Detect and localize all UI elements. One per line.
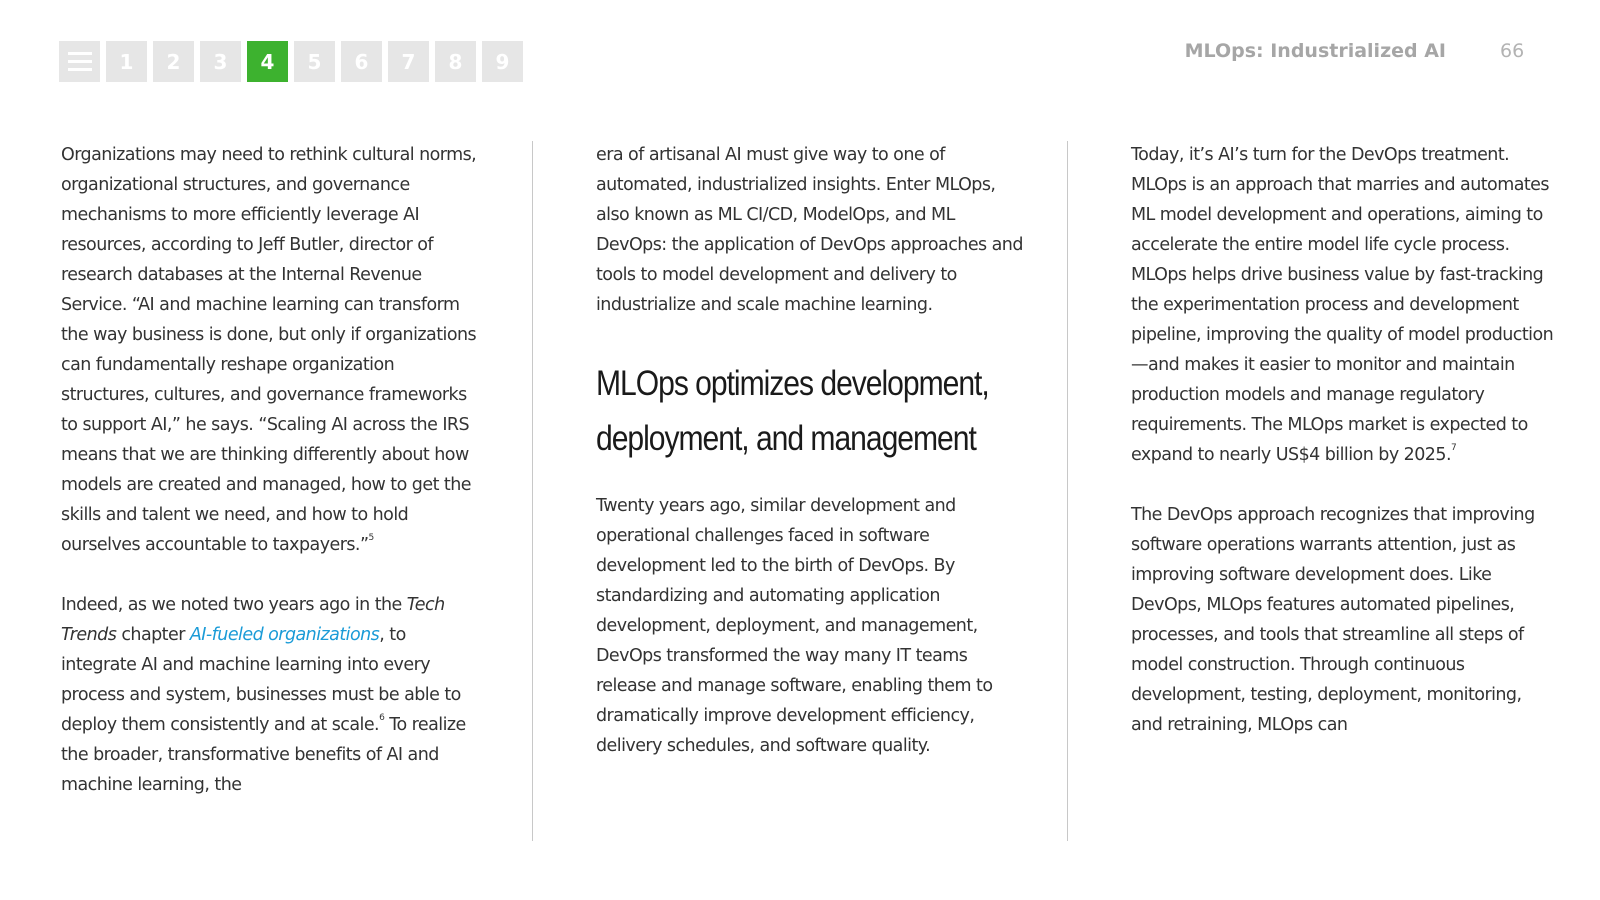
paragraph (61, 590, 481, 800)
footnote-ref[interactable]: 5 (368, 533, 374, 543)
paragraph: The DevOps approach recognizes that improving software operations warrants attention, just as improving software development does. Like DevOps, MLOps features automated pipelines, processes, and tools that streamline all steps of model construction. Through continuous development, testing, deployment, monitoring, and retraining, MLOps can (1131, 505, 1535, 735)
page-tab-3[interactable]: 3 (200, 41, 241, 82)
paragraph-text: , to integrate AI and machine learning into every process and system, businesses must be able to deploy them consistently and at scale. (61, 625, 461, 735)
document-title: MLOps: Industrialized AI (1184, 40, 1446, 62)
page-tab-4-active[interactable]: 4 (247, 41, 288, 82)
paragraph: era of artisanal AI must give way to one of automated, industrialized insights. Enter MLOps, also known as ML CI/CD, ModelOps, and ML DevOps: the application of DevOps approaches and tools to model development and delivery to industrialize and scale machine learning. (596, 145, 1023, 315)
page-tab-1[interactable]: 1 (106, 41, 147, 82)
publication-title: Tech Trends (61, 595, 445, 645)
paragraph (1131, 140, 1556, 470)
paragraph (61, 140, 481, 560)
column-1 (61, 140, 481, 800)
column-3 (1131, 140, 1556, 740)
column-divider (1067, 141, 1068, 841)
chapter-link[interactable]: AI-fueled organizations (189, 625, 380, 645)
column-divider (532, 141, 533, 841)
page-tab-7[interactable]: 7 (388, 41, 429, 82)
section-heading: MLOps optimizes development, deployment, and management (596, 364, 989, 458)
page-number: 66 (1500, 40, 1525, 62)
column-2 (596, 140, 1026, 761)
footnote-ref[interactable]: 7 (1451, 443, 1457, 453)
page-tab-6[interactable]: 6 (341, 41, 382, 82)
paragraph-text: chapter (121, 625, 185, 645)
page-tab-5[interactable]: 5 (294, 41, 335, 82)
paragraph-text: To realize the broader, transformative benefits of AI and machine learning, the (61, 715, 466, 795)
page-tab-9[interactable]: 9 (482, 41, 523, 82)
footnote-ref[interactable]: 6 (379, 713, 385, 723)
paragraph: Twenty years ago, similar development and operational challenges faced in software development led to the birth of DevOps. By standardizing and automating application development, deployment, and management, DevOps transformed the way many IT teams release and manage software, enabling them to dramatically improve development efficiency, delivery schedules, and software quality. (596, 496, 993, 756)
paragraph-text: Indeed, as we noted two years ago in the (61, 595, 402, 615)
page-tab-2[interactable]: 2 (153, 41, 194, 82)
paragraph-text: Organizations may need to rethink cultural norms, organizational structures, and governance mechanisms to more efficiently leverage AI resources, according to Jeff Butler, director of research databases at the Internal Revenue Service. “AI and machine learning can transform the way business is done, but only if organizations can fundamentally reshape organization structures, cultures, and governance frameworks to support AI,” he says. “Scaling AI across the IRS means that we are thinking differently about how models are created and managed, how to get the skills and talent we need, and how to hold ourselves accountable to taxpayers.” (61, 145, 477, 555)
hamburger-menu-icon[interactable] (59, 41, 100, 82)
page-tab-8[interactable]: 8 (435, 41, 476, 82)
page-navigation (59, 41, 523, 82)
paragraph-text: Today, it’s AI’s turn for the DevOps treatment. MLOps is an approach that marries and automates ML model development and operations, aiming to accelerate the entire model life cycle process. MLOps helps drive business value by fast-tracking the experimentation process and development pipeline, improving the quality of model production—and makes it easier to monitor and maintain production models and manage regulatory requirements. The MLOps market is expected to expand to nearly US$4 billion by 2025. (1131, 145, 1554, 465)
